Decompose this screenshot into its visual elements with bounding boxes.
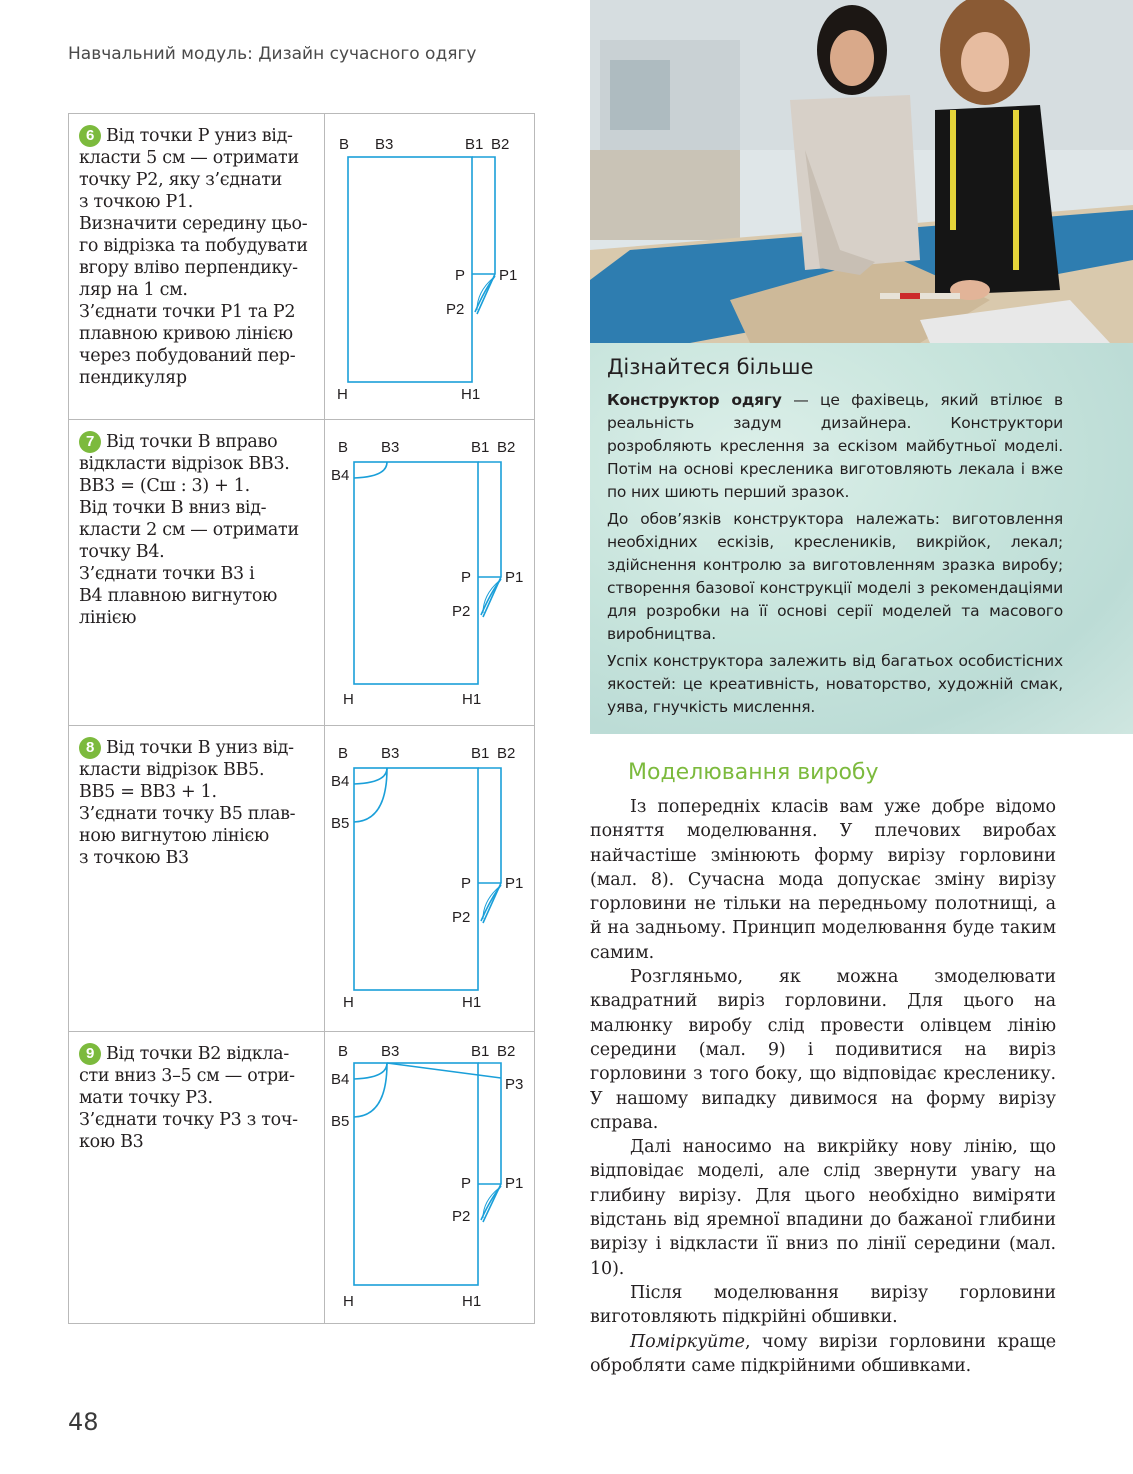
- step-number-badge: 7: [79, 431, 101, 453]
- svg-text:Р: Р: [461, 875, 472, 892]
- svg-text:Н: Н: [343, 691, 354, 708]
- svg-text:Р1: Р1: [505, 1175, 524, 1192]
- svg-text:В3: В3: [375, 136, 394, 153]
- svg-text:В: В: [338, 745, 349, 762]
- step-text: 6 Від точки Р униз від- класти 5 см — отримати точку Р2, яку з’єднати з точкою Р1. Визначити середину цьо- го відрізка та побудувати вгору вліво перпендику- ляр на 1 см. З’єднати точки Р1 та Р2 плавною кривою лінією через побудований пер- пендикуляр: [69, 114, 325, 419]
- pattern-diagram: [325, 1032, 534, 1323]
- svg-text:Р2: Р2: [446, 301, 465, 318]
- svg-text:Н1: Н1: [462, 691, 482, 708]
- step-row: [69, 420, 534, 726]
- svg-text:В3: В3: [381, 1043, 400, 1060]
- svg-text:В1: В1: [471, 1043, 490, 1060]
- svg-text:Р1: Р1: [499, 267, 518, 284]
- svg-text:В4: В4: [331, 467, 350, 484]
- section-title: Моделювання виробу: [628, 760, 879, 785]
- svg-text:В1: В1: [471, 745, 490, 762]
- running-head: Навчальний модуль: Дизайн сучасного одягу: [68, 44, 477, 64]
- svg-text:В4: В4: [331, 1071, 350, 1088]
- step-row: [69, 114, 534, 420]
- workshop-photo: [590, 0, 1133, 343]
- svg-text:В3: В3: [381, 745, 400, 762]
- pattern-diagram: [325, 114, 534, 419]
- body-text: [590, 795, 1056, 1378]
- step-text: 7 Від точки В вправо відкласти відрізок ВВ3. ВВ3 = (Сш : 3) + 1. Від точки В вниз від- класти 2 см — отримати точку В4. З’єднати точки В3 і В4 плавною вигнутою лінією: [69, 420, 325, 725]
- svg-text:Н: Н: [343, 1293, 354, 1310]
- info-paragraph: Успіх конструктора залежить від багатьох особистісних якостей: це креативність, новаторство, художній смак, уява, гнучкість мислення.: [607, 652, 1063, 716]
- svg-text:Р1: Р1: [505, 875, 524, 892]
- svg-text:Р2: Р2: [452, 1208, 471, 1225]
- svg-text:Н: Н: [337, 386, 348, 403]
- svg-text:В2: В2: [491, 136, 510, 153]
- info-paragraph: Конструктор одягу — це фахівець, який втілює в реальність задум дизайнера. Конструктори розробляють креслення за ескізом майбутньої моделі. Потім на основі кресленика виготовляють лекала і вже по них шиють перший зразок.: [607, 391, 1063, 501]
- pattern-diagram: [325, 420, 534, 725]
- info-paragraph: До обов’язків конструктора належать: виготовлення необхідних ескізів, креслеників, викрійок, лекал; здійснення контролю за виготовленням зразка виробу; створення базової конструкції моделі з рекомендаціями для розробки на її основі серії моделей та масового виробництва.: [607, 510, 1063, 643]
- step-number-badge: 8: [79, 737, 101, 759]
- svg-text:Р3: Р3: [505, 1076, 524, 1093]
- info-title: Дізнайтеся більше: [607, 355, 814, 379]
- step-row: [69, 726, 534, 1032]
- step-number-badge: 9: [79, 1043, 101, 1065]
- step-text: 8 Від точки В униз від- класти відрізок ВВ5. ВВ5 = ВВ3 + 1. З’єднати точку В5 плав- ною вигнутою лінією з точкою В3: [69, 726, 325, 1031]
- svg-text:В: В: [339, 136, 350, 153]
- page-number: 48: [68, 1408, 99, 1436]
- svg-text:Р2: Р2: [452, 909, 471, 926]
- svg-text:Р: Р: [461, 569, 472, 586]
- svg-text:В3: В3: [381, 439, 400, 456]
- body-paragraph: Поміркуйте, чому вирізи горловини краще обробляти саме підкрійними обшивками.: [590, 1331, 1056, 1376]
- pattern-diagram: [325, 726, 534, 1031]
- svg-text:В2: В2: [497, 439, 516, 456]
- step-row: [69, 1032, 534, 1323]
- info-box: [590, 343, 1133, 734]
- svg-text:В: В: [338, 1043, 349, 1060]
- svg-text:В1: В1: [465, 136, 484, 153]
- svg-text:Р1: Р1: [505, 569, 524, 586]
- step-text: 9 Від точки В2 відкла- сти вниз 3–5 см — отри- мати точку Р3. З’єднати точку Р3 з точ- кою В3: [69, 1032, 325, 1323]
- svg-text:В2: В2: [497, 745, 516, 762]
- svg-text:Р: Р: [461, 1175, 472, 1192]
- svg-text:Н1: Н1: [462, 994, 482, 1011]
- svg-text:В1: В1: [471, 439, 490, 456]
- svg-text:В2: В2: [497, 1043, 516, 1060]
- svg-text:Н: Н: [343, 994, 354, 1011]
- body-paragraph: Розгляньмо, як можна змоделювати квадратний виріз горловини. Для цього на малюнку виробу слід провести олівцем лінію середини (мал. 9) і подивитися на виріз горловини з того боку, що відповідає кресленику. У нашому випадку дивимося на форму вирізу справа.: [590, 967, 1056, 1133]
- svg-text:В: В: [338, 439, 349, 456]
- steps-table: [68, 113, 535, 1324]
- step-number-badge: 6: [79, 125, 101, 147]
- svg-text:Р: Р: [455, 267, 466, 284]
- svg-text:Н1: Н1: [462, 1293, 482, 1310]
- body-paragraph: Далі наносимо на викрійку нову лінію, що відповідає моделі, але слід звернути увагу на глибину вирізу. Для цього необхідно виміряти відстань від яремної впадини до бажаної глибини вирізу і відкласти її вниз по лінії середини (мал. 10).: [590, 1137, 1056, 1279]
- svg-text:Н1: Н1: [461, 386, 481, 403]
- svg-text:В4: В4: [331, 773, 350, 790]
- svg-text:В5: В5: [331, 815, 350, 832]
- svg-text:В5: В5: [331, 1113, 350, 1130]
- svg-text:Р2: Р2: [452, 603, 471, 620]
- body-paragraph: Із попередніх класів вам уже добре відомо поняття моделювання. У плечових виробах найчастіше змінюють форму вирізу горловини (мал. 8). Сучасна мода допускає зміну вирізу горловини не тільки на передньому полотнищі, а й на задньому. Принцип моделювання буде таким самим.: [590, 797, 1056, 963]
- body-paragraph: Після моделювання вирізу горловини виготовляють підкрійні обшивки.: [590, 1282, 1056, 1328]
